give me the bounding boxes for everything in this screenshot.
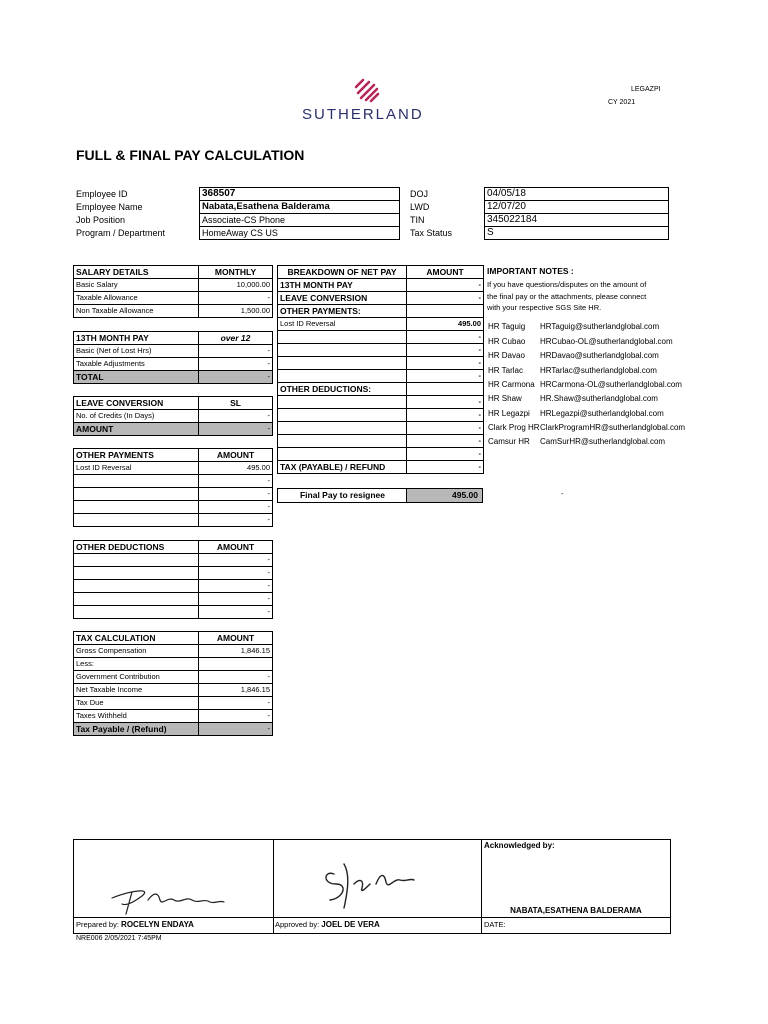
- employee-id-label: Employee ID: [76, 189, 128, 199]
- email-link[interactable]: HRLegazpi@sutherlandglobal.com: [540, 409, 664, 418]
- list-item: HR Tarlac HRTarlac@sutherlandglobal.com: [488, 366, 657, 375]
- email-link[interactable]: HRTarlac@sutherlandglobal.com: [540, 366, 657, 375]
- table-row: Net Taxable Income 1,846.15: [74, 684, 273, 697]
- tax-status-label: Tax Status: [410, 228, 453, 238]
- amount-row: AMOUNT -: [74, 423, 273, 436]
- salary-header: SALARY DETAILS: [74, 266, 199, 279]
- final-pay-value: 495.00: [406, 488, 483, 503]
- leave-header: LEAVE CONVERSION: [74, 397, 199, 410]
- email-link[interactable]: CamSurHR@sutherlandglobal.com: [540, 437, 666, 446]
- approved-signature-icon: [314, 854, 424, 914]
- table-row: Less:: [74, 658, 273, 671]
- tax-refund-label: TAX (PAYABLE) / REFUND: [278, 461, 407, 474]
- other-payments-header: OTHER PAYMENTS: [74, 449, 199, 462]
- approved-by: Approved by: JOEL DE VERA: [275, 920, 380, 929]
- table-row: Government Contribution -: [74, 671, 273, 684]
- employee-name-value: Nabata,Esathena Balderama: [200, 201, 400, 214]
- list-item: HR Carmona HRCarmona-OL@sutherlandglobal.com: [488, 380, 682, 389]
- company-logo: [300, 78, 440, 128]
- table-row: Basic (Net of Lost Hrs) -: [74, 345, 273, 358]
- table-row: -: [74, 593, 273, 606]
- thirteenth-header: 13TH MONTH PAY: [74, 332, 199, 345]
- job-position-label: Job Position: [76, 215, 126, 225]
- breakdown-header: BREAKDOWN OF NET PAY: [278, 266, 407, 279]
- final-pay-label: Final Pay to resignee: [277, 488, 408, 503]
- table-row: -: [74, 514, 273, 527]
- tax-payable-row: Tax Payable / (Refund) -: [74, 723, 273, 736]
- tin-value: 345022184: [485, 214, 669, 227]
- doj-label: DOJ: [410, 189, 428, 199]
- page-title: FULL & FINAL PAY CALCULATION: [76, 147, 305, 163]
- date-label: DATE:: [484, 920, 506, 929]
- email-link[interactable]: HRTaguig@sutherlandglobal.com: [540, 322, 660, 331]
- list-item: HR Legazpi HRLegazpi@sutherlandglobal.com: [488, 409, 664, 418]
- salary-details-table: [73, 265, 273, 318]
- tax-calculation-table: [73, 631, 273, 736]
- prepared-by: Prepared by: ROCELYN ENDAYA: [76, 920, 194, 929]
- site-name: LEGAZPI: [631, 86, 661, 93]
- acknowledged-label: Acknowledged by:: [484, 841, 555, 850]
- lwd-value: 12/07/20: [485, 201, 669, 214]
- brand-name: SUTHERLAND: [302, 106, 424, 123]
- table-row: -: [74, 606, 273, 619]
- calendar-year: CY 2021: [608, 99, 636, 106]
- list-item: HR Taguig HRTaguig@sutherlandglobal.com: [488, 322, 660, 331]
- job-position-value: Associate-CS Phone: [200, 214, 400, 227]
- email-link[interactable]: HRDavao@sutherlandglobal.com: [540, 351, 659, 360]
- table-row: -: [74, 475, 273, 488]
- other-deductions-table: [73, 540, 273, 619]
- stray-dash: -: [561, 489, 564, 498]
- employee-name-label: Employee Name: [76, 202, 143, 212]
- tin-label: TIN: [410, 215, 425, 225]
- email-link[interactable]: HRCarmona-OL@sutherlandglobal.com: [540, 380, 682, 389]
- table-row: Taxable Allowance -: [74, 292, 273, 305]
- list-item: HR Cubao HRCubao-OL@sutherlandglobal.com: [488, 337, 673, 346]
- email-link[interactable]: ClarkProgramHR@sutherlandglobal.com: [540, 423, 686, 432]
- table-row: -: [74, 501, 273, 514]
- notes-line-1: If you have questions/disputes on the amount of: [487, 280, 647, 289]
- table-row: Non Taxable Allowance 1,500.00: [74, 305, 273, 318]
- signature-block: [73, 839, 671, 934]
- email-link[interactable]: HRCubao-OL@sutherlandglobal.com: [540, 337, 673, 346]
- leave-conversion-table: [73, 396, 273, 436]
- tax-status-value: S: [485, 227, 669, 240]
- lwd-label: LWD: [410, 202, 430, 212]
- table-row: -: [74, 488, 273, 501]
- monthly-header: MONTHLY: [199, 266, 273, 279]
- thirteenth-month-table: [73, 331, 273, 384]
- list-item: HR Shaw HR.Shaw@sutherlandglobal.com: [488, 394, 658, 403]
- table-row: Taxes Withheld -: [74, 710, 273, 723]
- doj-value: 04/05/18: [485, 188, 669, 201]
- other-payments-table: [73, 448, 273, 527]
- table-row: Taxable Adjustments -: [74, 358, 273, 371]
- sutherland-logo-icon: [352, 78, 382, 104]
- employee-info-right: [484, 187, 669, 240]
- tax-calc-header: TAX CALCULATION: [74, 632, 199, 645]
- table-row: No. of Credits (In Days) -: [74, 410, 273, 423]
- breakdown-net-pay-table: BREAKDOWN OF NET PAY AMOUNT 13TH MONTH PAY - LEAVE CONVERSION - OTHER PAYMENTS: Lost ID Reversal 495.00 - - - - OTHER DEDUCTIONS: - - - - - TAX (PAYABLE) / REFUND -: [277, 265, 484, 474]
- email-link[interactable]: HR.Shaw@sutherlandglobal.com: [540, 394, 658, 403]
- important-notes-title: IMPORTANT NOTES :: [487, 266, 574, 276]
- employee-info-left: [199, 187, 400, 240]
- amount-header: AMOUNT: [199, 541, 273, 554]
- table-row: -: [74, 554, 273, 567]
- sl-header: SL: [199, 397, 273, 410]
- amount-header: AMOUNT: [199, 632, 273, 645]
- table-row: Gross Compensation 1,846.15: [74, 645, 273, 658]
- program-value: HomeAway CS US: [200, 227, 400, 240]
- other-deductions-header: OTHER DEDUCTIONS: [74, 541, 199, 554]
- table-row: Lost ID Reversal 495.00: [74, 462, 273, 475]
- breakdown-amount-header: AMOUNT: [407, 266, 484, 279]
- footer-code: NRE006 2/05/2021 7:45PM: [76, 935, 162, 942]
- table-row: -: [74, 567, 273, 580]
- table-row: Tax Due -: [74, 697, 273, 710]
- notes-line-2: the final pay or the attachments, please connect: [487, 292, 647, 301]
- amount-header: AMOUNT: [199, 449, 273, 462]
- list-item: HR Davao HRDavao@sutherlandglobal.com: [488, 351, 659, 360]
- notes-line-3: with your respective SGS Site HR.: [487, 303, 602, 312]
- table-row: Basic Salary 10,000.00: [74, 279, 273, 292]
- prepared-signature-icon: [102, 870, 242, 920]
- program-label: Program / Department: [76, 228, 166, 238]
- list-item: Clark Prog HRClarkProgramHR@sutherlandglobal.com: [488, 423, 686, 432]
- over-12-header: over 12: [199, 332, 273, 345]
- list-item: Camsur HR CamSurHR@sutherlandglobal.com: [488, 437, 666, 446]
- acknowledged-name: NABATA,ESATHENA BALDERAMA: [510, 906, 642, 915]
- employee-id-value: 368507: [200, 188, 400, 201]
- table-row: -: [74, 580, 273, 593]
- total-row: TOTAL -: [74, 371, 273, 384]
